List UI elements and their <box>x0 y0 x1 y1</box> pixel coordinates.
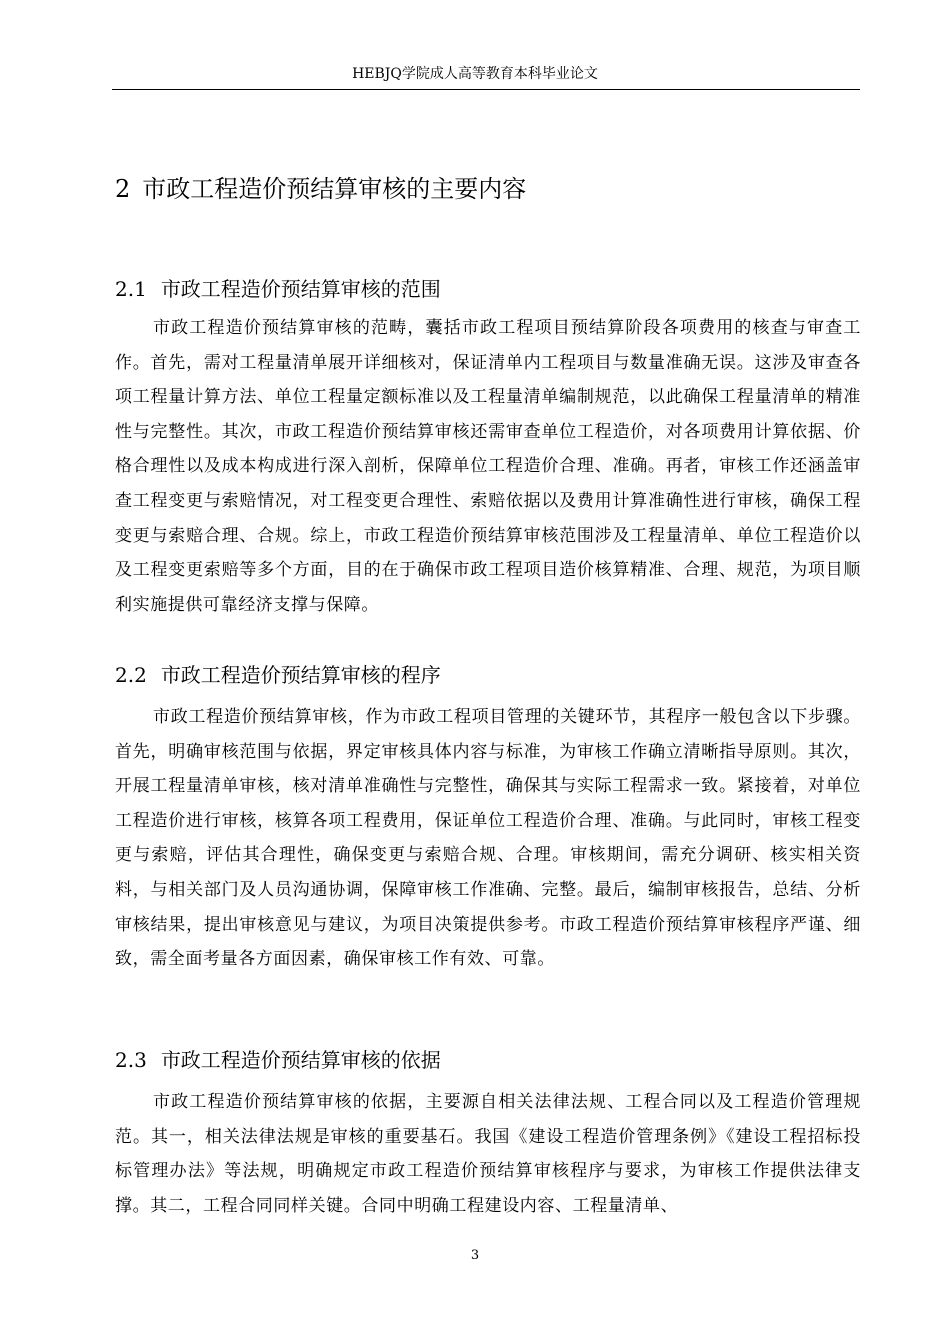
section-number: 2.2 <box>115 663 147 687</box>
chapter-title-text: 市政工程造价预结算审核的主要内容 <box>142 175 527 203</box>
section-body-2-2: 市政工程造价预结算审核，作为市政工程项目管理的关键环节，其程序一般包含以下步骤。首先，明确审核范围与依据，界定审核具体内容与标准，为审核工作确立清晰指导原则。其次，开展工程量清单审核，核对清单准确性与完整性，确保其与实际工程需求一致。紧接着，对单位工程造价进行审核，核算各项工程费用，保证单位工程造价合理、准确。与此同时，审核工程变更与索赔，评估其合理性，确保变更与索赔合规、合理。审核期间，需充分调研、核实相关资料，与相关部门及人员沟通协调，保障审核工作准确、完整。最后，编制审核报告，总结、分析审核结果，提出审核意见与建议，为项目决策提供参考。市政工程造价预结算审核程序严谨、细致，需全面考量各方面因素，确保审核工作有效、可靠。 <box>115 707 861 970</box>
section-title-text: 市政工程造价预结算审核的程序 <box>160 663 441 687</box>
section-title-2-3 <box>115 1045 441 1075</box>
section-title-text: 市政工程造价预结算审核的范围 <box>160 277 441 301</box>
section-number: 2.3 <box>115 1048 147 1072</box>
page-number: 3 <box>470 1248 480 1263</box>
chapter-title <box>115 172 526 206</box>
section-body-2-3: 市政工程造价预结算审核的依据，主要源自相关法律法规、工程合同以及工程造价管理规范。其一，相关法律法规是审核的重要基石。我国《建设工程造价管理条例》《建设工程招标投标管理办法》等法规，明确规定市政工程造价预结算审核程序与要求，为审核工作提供法律支撑。其二，工程合同同样关键。合同中明确工程建设内容、工程量清单、 <box>115 1092 861 1216</box>
chapter-number: 2 <box>115 175 131 203</box>
running-header: HEBJQ学院成人高等教育本科毕业论文 <box>352 66 598 82</box>
header-rule <box>112 89 860 90</box>
section-body-2-1: 市政工程造价预结算审核的范畴，囊括市政工程项目预结算阶段各项费用的核查与审查工作。首先，需对工程量清单展开详细核对，保证清单内工程项目与数量准确无误。这涉及审查各项工程量计算方法、单位工程量定额标准以及工程量清单编制规范，以此确保工程量清单的精准性与完整性。其次，市政工程造价预结算审核还需审查单位工程造价，对各项费用计算依据、价格合理性以及成本构成进行深入剖析，保障单位工程造价合理、准确。再者，审核工作还涵盖审查工程变更与索赔情况，对工程变更合理性、索赔依据以及费用计算准确性进行审核，确保工程变更与索赔合理、合规。综上，市政工程造价预结算审核范围涉及工程量清单、单位工程造价以及工程变更索赔等多个方面，目的在于确保市政工程项目造价核算精准、合理、规范，为项目顺利实施提供可靠经济支撑与保障。 <box>115 318 861 615</box>
section-title-text: 市政工程造价预结算审核的依据 <box>160 1048 441 1072</box>
section-title-2-1 <box>115 274 441 304</box>
section-number: 2.1 <box>115 277 147 301</box>
section-title-2-2 <box>115 660 441 690</box>
